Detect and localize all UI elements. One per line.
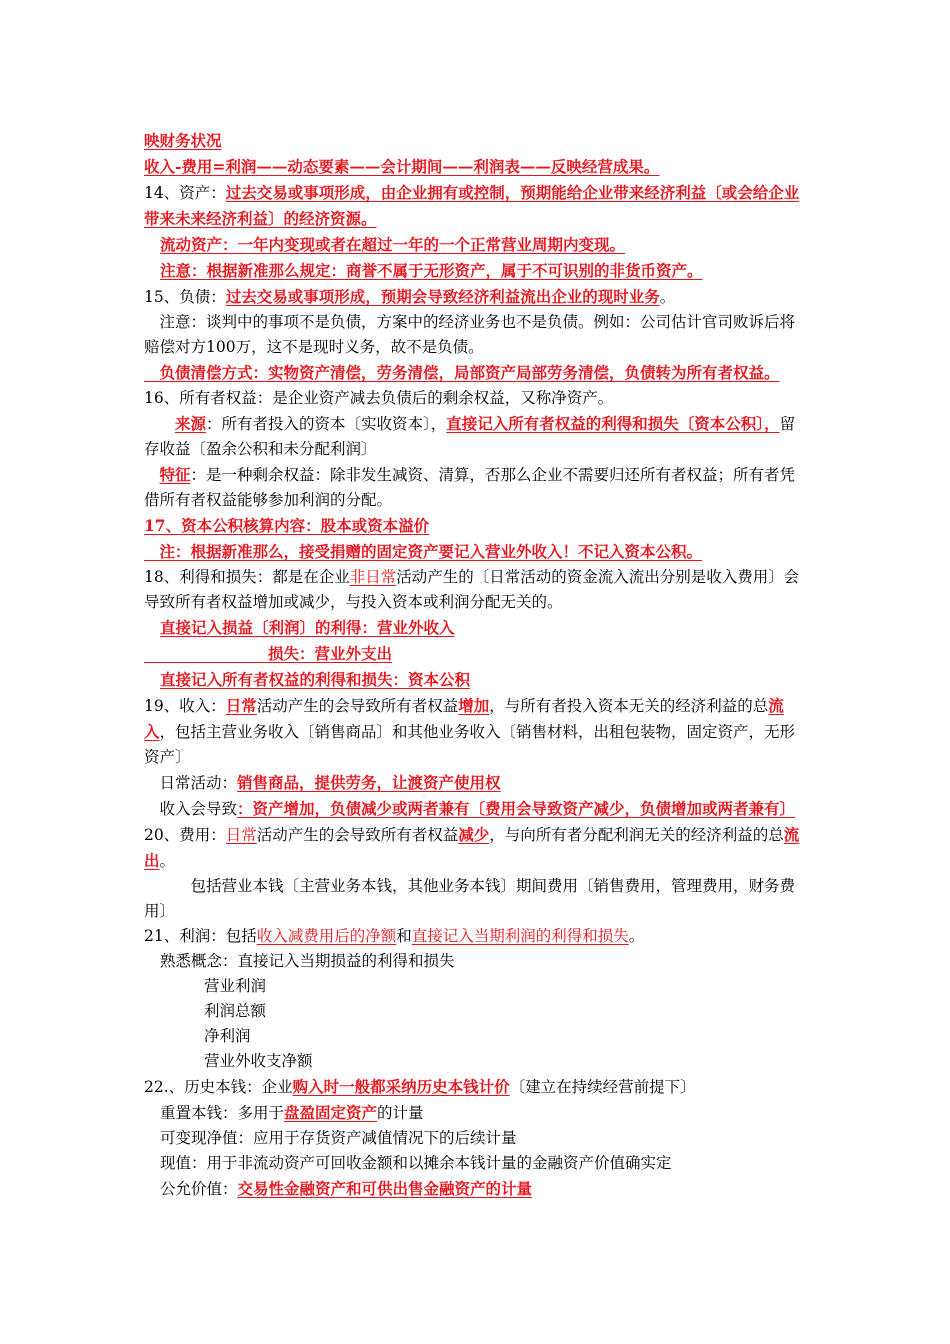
text-line [144, 386, 808, 411]
highlighted-text: 销售商品，提供劳务，让渡资产使用权 [237, 773, 501, 792]
body-text: 〔建立在持续经营前提下〕 [509, 1078, 696, 1096]
body-text: 15、负债： [144, 288, 226, 306]
text-line [144, 462, 808, 513]
body-text: 营业利润 [204, 977, 267, 995]
body-text: 18、利得和损失：都是在企业 [144, 568, 350, 586]
text-line [144, 1151, 808, 1176]
body-text: ，与所有者投入资本无关的经济利益的总 [489, 697, 769, 715]
text-line [144, 360, 808, 386]
highlighted-text [144, 644, 268, 663]
body-text: 的计量 [377, 1104, 424, 1122]
highlighted-text: 购入时一般都采纳历史本钱计价 [292, 1077, 510, 1096]
text-line [144, 1049, 808, 1074]
text-line [144, 949, 808, 974]
highlighted-text: 流入 [144, 696, 784, 741]
body-text: 营业外收支净额 [204, 1052, 313, 1070]
highlighted-text: 减少 [458, 825, 490, 844]
text-line [144, 154, 808, 180]
body-text: 22.、历史本钱：企业 [144, 1078, 293, 1096]
body-text: 。 [628, 927, 645, 945]
highlighted-text: 来源 [175, 414, 207, 433]
text-line [144, 667, 808, 693]
highlighted-text: 过去交易或事项形成，由企业拥有或控制，预期能给企业带来经济利益〔或会给企业带来未来经济利益〕的经济资源。 [144, 183, 800, 228]
highlighted-text: 直接记入损益〔利润〕的利得：营业外收入 [160, 618, 455, 637]
body-text [144, 415, 175, 433]
body-text: 熟悉概念：直接记入当期损益的利得和损失 [160, 952, 455, 970]
highlighted-text: 非日常 [349, 568, 397, 586]
highlighted-text: 过去交易或事项形成，预期会导致经济利益流出企业的现时业务 [225, 287, 660, 306]
text-line [144, 310, 808, 360]
body-text: 活动产生的会导致所有者权益 [256, 826, 459, 844]
text-line [144, 999, 808, 1024]
text-line [144, 693, 808, 770]
body-text: 活动产生的〔日常活动的资金流入流出分别是收入费用〕会导致所有者权益增加或减少，与投入资本或利润分配无关的。 [144, 568, 800, 611]
highlighted-text: 注意：根据新准那么规定：商誉不属于无形资产，属于不可识别的非货币资产。 [160, 261, 703, 280]
body-text: 日常活动： [144, 774, 238, 792]
highlighted-text: 交易性金融资产和可供出售金融资产的计量 [237, 1179, 533, 1198]
highlighted-text: 直接记入所有者权益的利得和损失：资本公积 [160, 670, 471, 689]
highlighted-text: 盘盈固定资产 [284, 1103, 378, 1122]
body-text: 可变现净值：应用于存货资产减值情况下的后续计量 [160, 1129, 517, 1147]
body-text: 20、费用： [144, 826, 226, 844]
body-text: ，与向所有者分配利润无关的经济利益的总 [489, 826, 784, 844]
text-line [144, 974, 808, 999]
text-line [144, 615, 808, 641]
body-text: ，包括主营业务收入〔销售商品〕和其他业务收入〔销售材料，出租包装物，固定资产，无形资产〕 [144, 723, 796, 766]
text-line [144, 1100, 808, 1126]
highlighted-text: ：资产增加，负债减少或两者兼有〔费用会导致资产减少，负债增加或两者兼有〕 [237, 799, 796, 818]
body-text: 公允价值： [160, 1180, 238, 1198]
text-line [144, 924, 808, 949]
highlighted-text: 直接记入当期利润的利得和损失 [411, 927, 629, 945]
text-line [144, 180, 808, 232]
text-line [144, 128, 808, 154]
body-text: ：是一种剩余权益：除非发生减资、清算，否那么企业不需要归还所有者权益；所有者凭借所有者权益能够参加利润的分配。 [144, 466, 796, 509]
highlighted-text: 收入减费用后的净额 [256, 927, 397, 945]
body-text: 包括营业本钱〔主营业务本钱，其他业务本钱〕期间费用〔销售费用，管理费用，财务费用〕 [144, 877, 796, 920]
text-line [144, 1074, 808, 1100]
body-text: 14、资产： [144, 184, 226, 202]
highlighted-text: 日常 [225, 696, 257, 715]
highlighted-text: 注：根据新准那么，接受捐赠的固定资产要记入营业外收入！不记入资本公积。 [144, 542, 703, 561]
highlighted-text: 映财务状况 [144, 131, 222, 150]
body-text: 21、利润：包括 [144, 927, 257, 945]
text-line [144, 513, 808, 539]
highlighted-text: 17、资本公积核算内容：股本或资本溢价 [144, 516, 430, 535]
text-line [144, 284, 808, 310]
highlighted-text: 日常 [225, 826, 257, 844]
body-text: 留存收益〔盈余公积和未分配利润〕 [144, 415, 796, 458]
body-text: 。 [659, 288, 676, 306]
text-line [144, 822, 808, 874]
body-text [144, 466, 160, 484]
body-text: 。 [159, 852, 176, 870]
body-text: 现值：用于非流动资产可回收金额和以摊余本钱计量的金融资产价值确实定 [160, 1154, 672, 1172]
highlighted-text: 特征 [159, 465, 191, 484]
body-text: ：所有者投入的资本〔实收资本〕， [206, 415, 447, 433]
text-line [144, 539, 808, 565]
body-text: 利润总额 [204, 1002, 267, 1020]
text-line [144, 565, 808, 615]
highlighted-text: 负债清偿方式：实物资产清偿，劳务清偿，局部资产局部劳务清偿，负债转为所有者权益。 [144, 363, 780, 382]
body-text: 活动产生的会导致所有者权益 [256, 697, 459, 715]
text-line [144, 770, 808, 796]
highlighted-text: 增加 [458, 696, 490, 715]
highlighted-text: 收入-费用=利润——动态要素——会计期间——利润表——反映经营成果。 [144, 157, 660, 176]
text-line [144, 1126, 808, 1151]
document-page [144, 128, 808, 1202]
body-text: 和 [396, 927, 412, 945]
body-text: 19、收入： [144, 697, 226, 715]
body-text: 净利润 [204, 1027, 251, 1045]
text-line [144, 874, 808, 924]
text-line [144, 796, 808, 822]
text-line [144, 411, 808, 462]
body-text: 收入会导致 [144, 800, 238, 818]
text-line [144, 641, 808, 667]
highlighted-text: 损失：营业外支出 [268, 644, 393, 663]
text-line [144, 1176, 808, 1202]
highlighted-text: 流出 [144, 825, 800, 870]
text-line [144, 232, 808, 258]
text-line [144, 1024, 808, 1049]
text-line [144, 258, 808, 284]
highlighted-text: 流动资产：一年内变现或者在超过一年的一个正常营业周期内变现。 [160, 235, 626, 254]
highlighted-text: 直接记入所有者权益的利得和损失〔资本公积〕， [446, 414, 780, 433]
body-text: 重置本钱：多用于 [160, 1104, 285, 1122]
body-text: 16、所有者权益：是企业资产减去负债后的剩余权益，又称净资产。 [144, 389, 614, 407]
body-text: 注意：谈判中的事项不是负债，方案中的经济业务也不是负债。例如：公司估计官司败诉后将赔偿对方100万，这不是现时义务，故不是负债。 [144, 313, 796, 356]
